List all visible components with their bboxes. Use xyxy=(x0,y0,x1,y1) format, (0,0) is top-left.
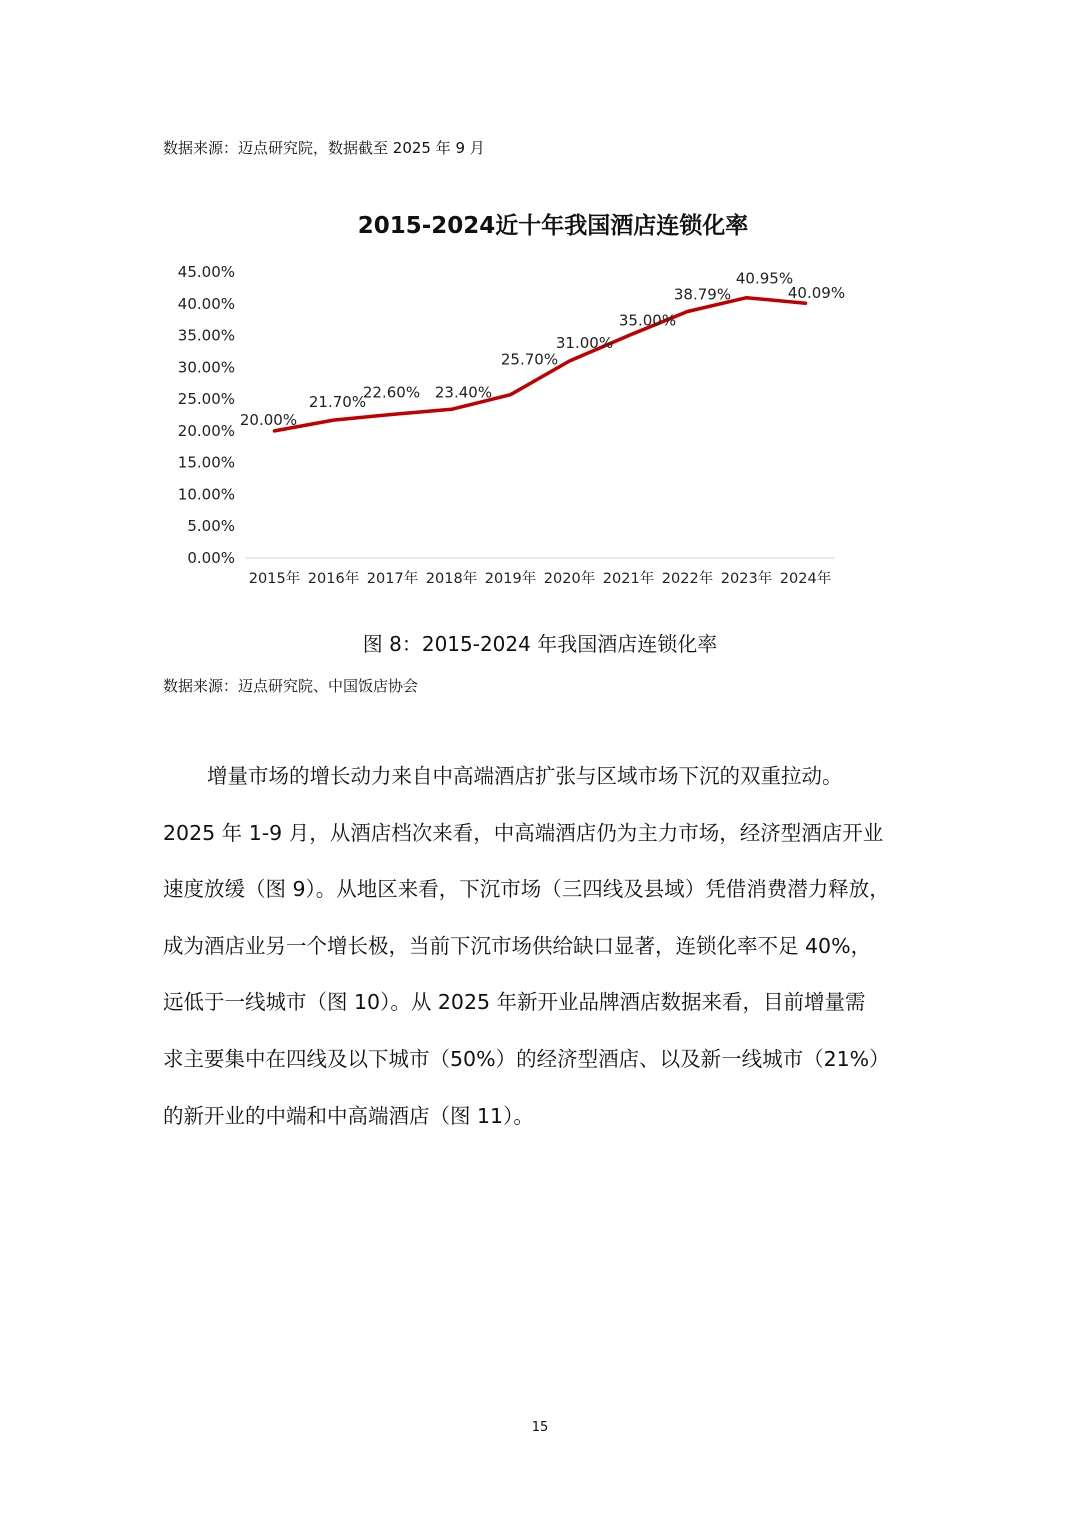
source-note-top: 数据来源：迈点研究院，数据截至 2025 年 9 月 xyxy=(163,139,485,157)
data-label: 31.00% xyxy=(555,333,614,352)
data-label: 40.09% xyxy=(787,284,846,303)
page-number: 15 xyxy=(531,1420,549,1435)
x-tick-label: 2019年 xyxy=(484,571,537,587)
data-label: 38.79% xyxy=(673,285,732,304)
y-tick-label: 45.00% xyxy=(177,263,235,281)
y-tick-label: 30.00% xyxy=(177,358,235,377)
y-tick-label: 10.00% xyxy=(177,485,235,504)
paragraph-line: 增量市场的增长动力来自中高端酒店扩张与区域市场下沉的双重拉动。 xyxy=(207,764,843,788)
data-label: 25.70% xyxy=(500,350,559,369)
data-label: 23.40% xyxy=(434,383,493,402)
x-tick-label: 2020年 xyxy=(543,571,596,587)
y-tick-label: 5.00% xyxy=(187,517,235,536)
y-tick-label: 25.00% xyxy=(177,390,235,409)
x-tick-label: 2015年 xyxy=(248,571,301,587)
x-tick-label: 2022年 xyxy=(661,571,714,587)
data-label: 22.60% xyxy=(362,383,421,402)
data-label: 40.95% xyxy=(735,269,794,288)
y-axis-ticks xyxy=(178,263,235,567)
data-label: 35.00% xyxy=(618,311,677,330)
y-tick-label: 0.00% xyxy=(187,549,235,567)
paragraph-line: 2025 年 1-9 月，从酒店档次来看，中高端酒店仍为主力市场，经济型酒店开业 xyxy=(163,820,884,845)
y-tick-label: 15.00% xyxy=(177,453,235,472)
x-tick-label: 2018年 xyxy=(425,571,478,587)
x-axis-ticks xyxy=(249,569,831,587)
x-tick-label: 2023年 xyxy=(720,571,773,587)
source-note-bottom: 数据来源：迈点研究院、中国饭店协会 xyxy=(163,677,419,695)
paragraph-line: 的新开业的中端和中高端酒店（图 11）。 xyxy=(163,1103,534,1128)
y-tick-label: 20.00% xyxy=(177,421,235,440)
data-label: 20.00% xyxy=(239,410,298,429)
figure-caption: 图 8：2015-2024 年我国酒店连锁化率 xyxy=(362,632,718,656)
data-labels xyxy=(240,270,845,429)
x-tick-label: 2021年 xyxy=(602,571,655,587)
paragraph-line: 求主要集中在四线及以下城市（50%）的经济型酒店、以及新一线城市（21%） xyxy=(163,1046,890,1071)
paragraph-line: 远低于一线城市（图 10）。从 2025 年新开业品牌酒店数据来看，目前增量需 xyxy=(163,990,866,1015)
x-tick-label: 2016年 xyxy=(307,571,360,587)
body-paragraph xyxy=(163,748,928,1144)
paragraph-line: 成为酒店业另一个增长极，当前下沉市场供给缺口显著，连锁化率不足 40%， xyxy=(163,933,872,958)
y-tick-label: 35.00% xyxy=(177,326,235,345)
x-tick-label: 2017年 xyxy=(366,571,419,587)
paragraph-line: 速度放缓（图 9）。从地区来看，下沉市场（三四线及县域）凭借消费潜力释放， xyxy=(163,877,890,902)
y-tick-label: 40.00% xyxy=(177,294,235,313)
chart-title: 2015-2024近十年我国酒店连锁化率 xyxy=(357,213,749,239)
line-chart xyxy=(160,200,920,600)
x-tick-label: 2024年 xyxy=(779,571,832,587)
data-label: 21.70% xyxy=(308,393,367,412)
